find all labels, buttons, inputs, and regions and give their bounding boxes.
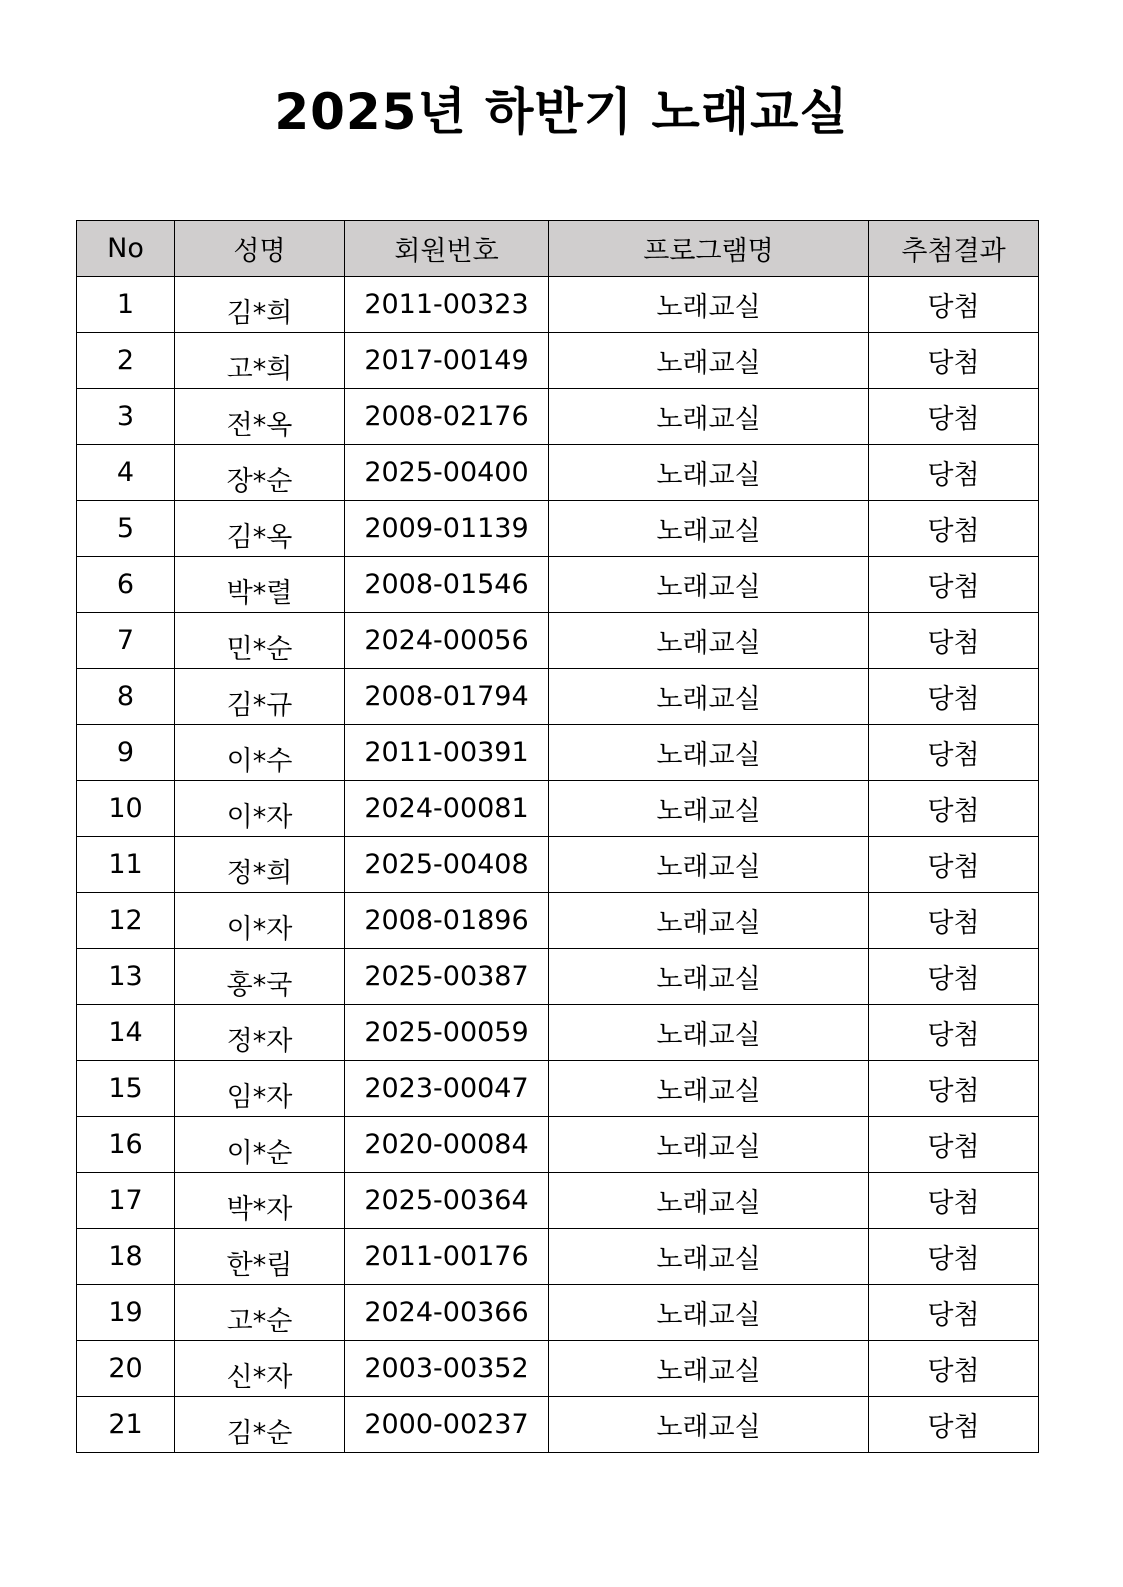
table-row bbox=[77, 669, 1039, 725]
cell-no: 11 bbox=[77, 837, 175, 893]
cell-result: 당첨 bbox=[869, 949, 1039, 1005]
cell-member-id: 2025-00400 bbox=[345, 445, 549, 501]
cell-name bbox=[175, 669, 345, 725]
table-row bbox=[77, 725, 1039, 781]
cell-result: 당첨 bbox=[869, 1229, 1039, 1285]
cell-no: 9 bbox=[77, 725, 175, 781]
cell-name-text: 정*희 bbox=[226, 858, 293, 889]
cell-name bbox=[175, 725, 345, 781]
cell-no: 4 bbox=[77, 445, 175, 501]
cell-name-text: 홍*국 bbox=[226, 970, 293, 1001]
cell-no: 1 bbox=[77, 277, 175, 333]
cell-no: 14 bbox=[77, 1005, 175, 1061]
cell-no: 15 bbox=[77, 1061, 175, 1117]
cell-result: 당첨 bbox=[869, 389, 1039, 445]
table-row bbox=[77, 1005, 1039, 1061]
cell-member-id: 2017-00149 bbox=[345, 333, 549, 389]
header-name: 성명 bbox=[175, 221, 345, 277]
page-title: 2025년 하반기 노래교실 bbox=[274, 83, 849, 141]
cell-name bbox=[175, 557, 345, 613]
cell-result: 당첨 bbox=[869, 1397, 1039, 1453]
cell-no: 3 bbox=[77, 389, 175, 445]
cell-program: 노래교실 bbox=[549, 1173, 869, 1229]
cell-name bbox=[175, 1061, 345, 1117]
cell-program: 노래교실 bbox=[549, 445, 869, 501]
table-row bbox=[77, 1341, 1039, 1397]
cell-program: 노래교실 bbox=[549, 725, 869, 781]
cell-name-text: 전*옥 bbox=[226, 410, 293, 441]
table-row bbox=[77, 389, 1039, 445]
table-row bbox=[77, 501, 1039, 557]
cell-result: 당첨 bbox=[869, 1117, 1039, 1173]
cell-program: 노래교실 bbox=[549, 837, 869, 893]
cell-result: 당첨 bbox=[869, 333, 1039, 389]
cell-name-text: 이*자 bbox=[226, 914, 293, 945]
cell-no: 12 bbox=[77, 893, 175, 949]
cell-result: 당첨 bbox=[869, 501, 1039, 557]
cell-name bbox=[175, 277, 345, 333]
table-row bbox=[77, 333, 1039, 389]
cell-name bbox=[175, 893, 345, 949]
cell-no: 18 bbox=[77, 1229, 175, 1285]
cell-no: 8 bbox=[77, 669, 175, 725]
cell-result: 당첨 bbox=[869, 277, 1039, 333]
table-row bbox=[77, 837, 1039, 893]
cell-result: 당첨 bbox=[869, 1285, 1039, 1341]
cell-name-text: 한*림 bbox=[226, 1250, 293, 1281]
cell-program: 노래교실 bbox=[549, 557, 869, 613]
cell-member-id: 2020-00084 bbox=[345, 1117, 549, 1173]
header-program: 프로그램명 bbox=[549, 221, 869, 277]
cell-member-id: 2011-00176 bbox=[345, 1229, 549, 1285]
cell-name-text: 고*희 bbox=[226, 354, 293, 385]
table-row bbox=[77, 949, 1039, 1005]
cell-program: 노래교실 bbox=[549, 277, 869, 333]
cell-result: 당첨 bbox=[869, 1061, 1039, 1117]
cell-member-id: 2023-00047 bbox=[345, 1061, 549, 1117]
cell-program: 노래교실 bbox=[549, 1229, 869, 1285]
cell-program: 노래교실 bbox=[549, 613, 869, 669]
cell-result: 당첨 bbox=[869, 445, 1039, 501]
cell-name-text: 신*자 bbox=[226, 1362, 293, 1393]
cell-name-text: 김*희 bbox=[226, 298, 293, 329]
cell-member-id: 2024-00056 bbox=[345, 613, 549, 669]
cell-member-id: 2024-00366 bbox=[345, 1285, 549, 1341]
cell-no: 21 bbox=[77, 1397, 175, 1453]
table-row bbox=[77, 277, 1039, 333]
table-row bbox=[77, 893, 1039, 949]
cell-result: 당첨 bbox=[869, 781, 1039, 837]
cell-member-id: 2008-02176 bbox=[345, 389, 549, 445]
cell-name-text: 임*자 bbox=[226, 1082, 293, 1113]
cell-result: 당첨 bbox=[869, 557, 1039, 613]
cell-no: 13 bbox=[77, 949, 175, 1005]
cell-member-id: 2024-00081 bbox=[345, 781, 549, 837]
table-row bbox=[77, 1061, 1039, 1117]
table-body bbox=[77, 277, 1039, 1453]
cell-result: 당첨 bbox=[869, 1005, 1039, 1061]
cell-member-id: 2025-00364 bbox=[345, 1173, 549, 1229]
table-row bbox=[77, 1229, 1039, 1285]
header-row bbox=[77, 221, 1039, 277]
cell-name bbox=[175, 389, 345, 445]
cell-program: 노래교실 bbox=[549, 333, 869, 389]
cell-name-text: 이*순 bbox=[226, 1138, 293, 1169]
cell-program: 노래교실 bbox=[549, 781, 869, 837]
cell-member-id: 2011-00323 bbox=[345, 277, 549, 333]
cell-no: 20 bbox=[77, 1341, 175, 1397]
cell-program: 노래교실 bbox=[549, 1061, 869, 1117]
cell-name bbox=[175, 1229, 345, 1285]
cell-member-id: 2008-01794 bbox=[345, 669, 549, 725]
cell-member-id: 2025-00059 bbox=[345, 1005, 549, 1061]
cell-result: 당첨 bbox=[869, 613, 1039, 669]
cell-name-text: 이*수 bbox=[226, 746, 293, 777]
cell-name bbox=[175, 1341, 345, 1397]
cell-no: 2 bbox=[77, 333, 175, 389]
cell-member-id: 2025-00408 bbox=[345, 837, 549, 893]
cell-member-id: 2009-01139 bbox=[345, 501, 549, 557]
cell-program: 노래교실 bbox=[549, 1005, 869, 1061]
cell-no: 17 bbox=[77, 1173, 175, 1229]
cell-program: 노래교실 bbox=[549, 893, 869, 949]
table-row bbox=[77, 1397, 1039, 1453]
cell-result: 당첨 bbox=[869, 669, 1039, 725]
cell-name bbox=[175, 1397, 345, 1453]
table-row bbox=[77, 781, 1039, 837]
header-no: No bbox=[77, 221, 175, 277]
cell-name-text: 이*자 bbox=[226, 802, 293, 833]
cell-result: 당첨 bbox=[869, 1173, 1039, 1229]
table-row bbox=[77, 1173, 1039, 1229]
cell-member-id: 2011-00391 bbox=[345, 725, 549, 781]
cell-name-text: 김*규 bbox=[226, 690, 293, 721]
cell-name-text: 김*옥 bbox=[226, 522, 293, 553]
cell-name-text: 고*순 bbox=[226, 1306, 293, 1337]
cell-program: 노래교실 bbox=[549, 669, 869, 725]
table-row bbox=[77, 1285, 1039, 1341]
table-row bbox=[77, 613, 1039, 669]
header-result: 추첨결과 bbox=[869, 221, 1039, 277]
cell-name bbox=[175, 1173, 345, 1229]
cell-result: 당첨 bbox=[869, 837, 1039, 893]
cell-result: 당첨 bbox=[869, 1341, 1039, 1397]
cell-name-text: 정*자 bbox=[226, 1026, 293, 1057]
cell-member-id: 2000-00237 bbox=[345, 1397, 549, 1453]
cell-no: 5 bbox=[77, 501, 175, 557]
cell-no: 10 bbox=[77, 781, 175, 837]
cell-name bbox=[175, 1285, 345, 1341]
cell-program: 노래교실 bbox=[549, 389, 869, 445]
table-row bbox=[77, 445, 1039, 501]
cell-program: 노래교실 bbox=[549, 1117, 869, 1173]
cell-name-text: 박*자 bbox=[226, 1194, 293, 1225]
cell-name-text: 장*순 bbox=[226, 466, 293, 497]
cell-name bbox=[175, 781, 345, 837]
cell-name bbox=[175, 333, 345, 389]
cell-name bbox=[175, 613, 345, 669]
cell-no: 19 bbox=[77, 1285, 175, 1341]
cell-name-text: 민*순 bbox=[226, 634, 293, 665]
cell-no: 6 bbox=[77, 557, 175, 613]
table-header bbox=[77, 221, 1039, 277]
cell-no: 7 bbox=[77, 613, 175, 669]
results-table bbox=[76, 220, 1039, 1453]
cell-member-id: 2025-00387 bbox=[345, 949, 549, 1005]
cell-name-text: 박*렬 bbox=[226, 578, 293, 609]
cell-program: 노래교실 bbox=[549, 1397, 869, 1453]
cell-name bbox=[175, 949, 345, 1005]
cell-member-id: 2003-00352 bbox=[345, 1341, 549, 1397]
table-row bbox=[77, 557, 1039, 613]
table-row bbox=[77, 1117, 1039, 1173]
cell-member-id: 2008-01546 bbox=[345, 557, 549, 613]
cell-program: 노래교실 bbox=[549, 501, 869, 557]
cell-no: 16 bbox=[77, 1117, 175, 1173]
cell-member-id: 2008-01896 bbox=[345, 893, 549, 949]
cell-name bbox=[175, 501, 345, 557]
cell-name bbox=[175, 445, 345, 501]
cell-result: 당첨 bbox=[869, 893, 1039, 949]
cell-program: 노래교실 bbox=[549, 1285, 869, 1341]
cell-name bbox=[175, 1005, 345, 1061]
cell-program: 노래교실 bbox=[549, 949, 869, 1005]
cell-program: 노래교실 bbox=[549, 1341, 869, 1397]
cell-name bbox=[175, 1117, 345, 1173]
header-member-id: 회원번호 bbox=[345, 221, 549, 277]
cell-name bbox=[175, 837, 345, 893]
cell-name-text: 김*순 bbox=[226, 1418, 293, 1449]
cell-result: 당첨 bbox=[869, 725, 1039, 781]
